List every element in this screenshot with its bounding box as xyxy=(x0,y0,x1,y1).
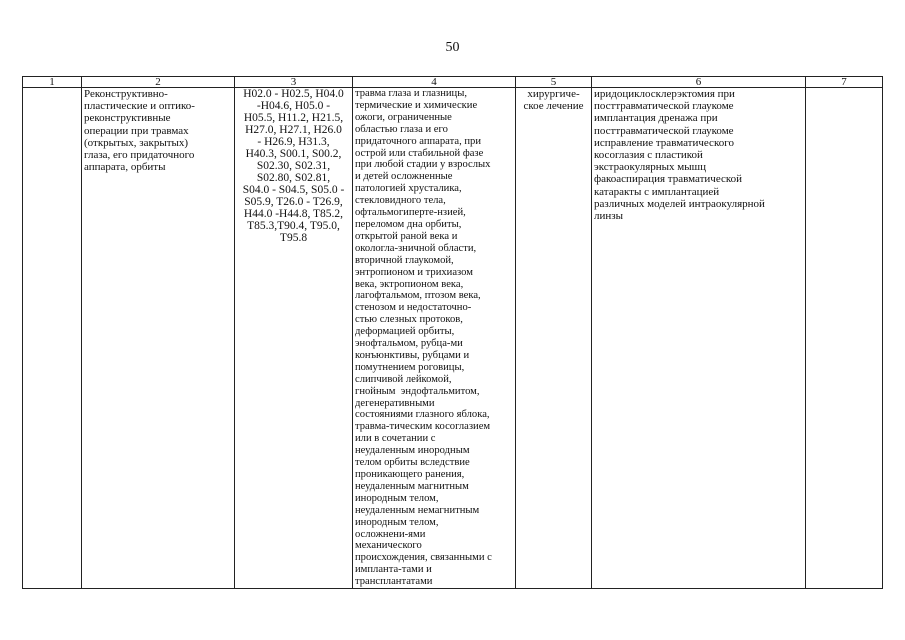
text-line: инородным телом, xyxy=(355,516,439,528)
text-line: острой или стабильной фазе xyxy=(355,147,484,159)
header-row xyxy=(23,77,883,88)
text-line: деформацией орбиты, xyxy=(355,326,455,338)
text-line: глаза, его придаточного xyxy=(84,149,195,162)
text-line: лагофтальмом, птозом века, xyxy=(355,290,481,302)
text-line: конъюнктивы, рубцами и xyxy=(355,349,470,361)
text-line: экстраокулярных мышц xyxy=(594,161,706,174)
header-col-2: 2 xyxy=(82,77,235,88)
table-row xyxy=(23,88,883,589)
text-line: придаточного аппарата, при xyxy=(355,135,482,147)
text-line: энтропионом и трихиазом xyxy=(355,266,473,278)
text-line: века, эктропионом века, xyxy=(355,278,464,290)
header-col-7: 7 xyxy=(806,77,883,88)
cell-number xyxy=(23,88,82,589)
text-line: открытой раной века и xyxy=(355,230,458,242)
text-line: областью глаза и его xyxy=(355,123,448,135)
text-line: энофтальмом, рубца-ми xyxy=(355,338,463,350)
text-line: реконструктивные xyxy=(84,112,171,125)
text-line: H44.0 -H44.8, T85.2, xyxy=(243,208,344,220)
text-line: различных моделей интраокулярной xyxy=(594,197,765,210)
text-line: (открытых, закрытых) xyxy=(84,136,189,149)
text-line: ское лечение xyxy=(523,100,584,113)
text-line: вторичной глаукомой, xyxy=(355,254,454,266)
cell-procedure-name xyxy=(82,88,235,589)
text-line: иридоциклосклерэктомия при xyxy=(594,88,735,100)
text-line: - H26.9, H31.3, xyxy=(257,136,330,148)
text-line: переломом дна орбиты, xyxy=(355,218,462,230)
text-line: S02.30, S02.31, xyxy=(256,160,331,172)
text-line: неудаленным инородным xyxy=(355,445,470,457)
text-line: инородным телом, xyxy=(355,492,439,504)
procedures-table xyxy=(22,76,883,589)
text-line: -H04.6, H05.0 - xyxy=(256,100,331,112)
text-line: T95.8 xyxy=(279,232,308,244)
text-line: катаракты с имплантацией xyxy=(594,185,720,198)
text-line: при любой стадии у взрослых xyxy=(355,159,491,171)
page-number: 50 xyxy=(445,40,460,55)
cell-diagnosis-description xyxy=(353,88,516,589)
text-line: телом орбиты вследствие xyxy=(355,457,470,469)
text-line: помутнением роговицы, xyxy=(355,361,465,373)
text-line: факоаспирация травматической xyxy=(594,173,743,186)
cell-treatment-type xyxy=(516,88,592,589)
text-line: неудаленным немагнитным xyxy=(355,504,480,516)
cell-icd-codes xyxy=(235,88,353,589)
text-line: Реконструктивно- xyxy=(84,88,168,100)
text-line: травма глаза и глазницы, xyxy=(355,88,467,99)
text-line: посттравматической глаукоме xyxy=(594,124,734,137)
text-line: T85.3,T90.4, T95.0, xyxy=(247,220,340,232)
cell-methods xyxy=(592,88,806,589)
text-line: пластические и оптико- xyxy=(84,100,195,113)
header-col-5: 5 xyxy=(516,77,592,88)
text-line: осложнени-ями xyxy=(355,528,426,540)
text-line: H05.5, H11.2, H21.5, xyxy=(243,112,344,124)
text-line: стекловидного тела, xyxy=(355,195,446,207)
text-line: и детей осложненные xyxy=(355,171,453,183)
header-col-4: 4 xyxy=(353,77,516,88)
text-line: посттравматической глаукоме xyxy=(594,100,734,113)
header-col-6: 6 xyxy=(592,77,806,88)
text-line: S05.9, T26.0 - T26.9, xyxy=(244,196,343,208)
text-line: окологла-зничной области, xyxy=(355,242,477,254)
text-line: H27.0, H27.1, H26.0 xyxy=(245,124,342,136)
text-line: происхождения, связанными с xyxy=(355,552,492,564)
text-line: линзы xyxy=(594,210,623,223)
text-line: неудаленным магнитным xyxy=(355,480,469,492)
text-line: H02.0 - H02.5, H04.0 xyxy=(243,88,344,100)
text-line: дегенеративными xyxy=(355,397,435,409)
cell-col-7 xyxy=(806,88,883,589)
text-line: гнойным эндофтальмитом, xyxy=(355,385,480,397)
text-line: или в сочетании с xyxy=(355,433,436,445)
text-line: исправление травматического xyxy=(594,136,734,149)
text-line: стью слезных протоков, xyxy=(355,314,463,326)
text-line: механического xyxy=(355,540,422,552)
header-col-3: 3 xyxy=(235,77,353,88)
text-line: имплантация дренажа при xyxy=(594,112,718,125)
text-line: слипчивой лейкомой, xyxy=(355,373,452,385)
text-line: стенозом и недостаточно- xyxy=(355,302,472,314)
text-line: проникающего ранения, xyxy=(355,469,465,480)
text-line: операции при травмах xyxy=(84,124,189,137)
text-line: травма-тическим косоглазием xyxy=(355,421,491,433)
text-line: термические и химические xyxy=(355,99,478,111)
text-line: аппарата, орбиты xyxy=(84,161,166,174)
text-line: косоглазия с пластикой xyxy=(594,149,703,162)
text-line: патологией хрусталика, xyxy=(355,183,462,195)
text-line: ожоги, ограниченные xyxy=(355,111,452,123)
text-line: S02.80, S02.81, xyxy=(256,172,331,184)
text-line: H40.3, S00.1, S00.2, xyxy=(245,148,342,160)
text-line: S04.0 - S04.5, S05.0 - xyxy=(242,184,345,196)
text-line: трансплантатами xyxy=(355,576,433,588)
text-line: хирургиче- xyxy=(527,88,580,100)
text-line: состояниями глазного яблока, xyxy=(355,409,490,421)
header-col-1: 1 xyxy=(23,77,82,88)
text-line: офтальмогиперте-нзией, xyxy=(355,207,466,219)
text-line: импланта-тами и xyxy=(355,564,432,576)
